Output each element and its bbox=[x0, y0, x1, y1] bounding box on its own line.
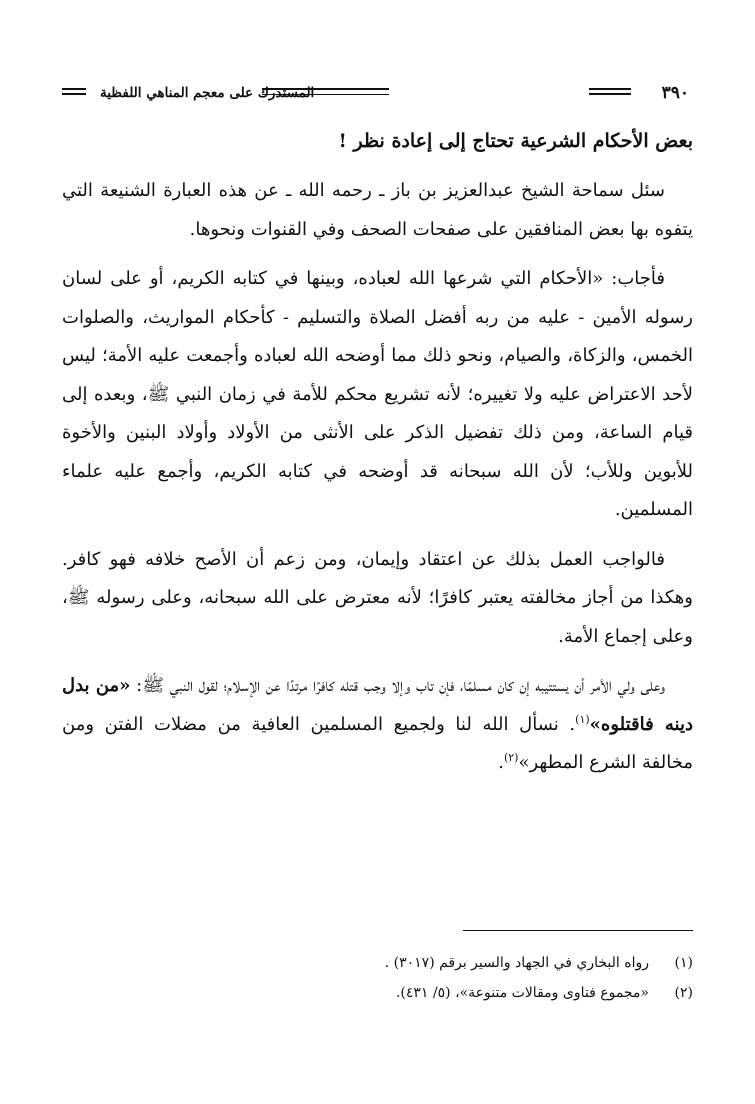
running-title: المستدرك على معجم المناهي اللفظية bbox=[100, 85, 315, 101]
body-text bbox=[62, 172, 693, 794]
footnote-number: (١) bbox=[674, 955, 693, 971]
paragraph-text: وعلى ولي الأمر أن يستتيبه إن كان مسلمًا، فإن تاب وإلا وجب قتله كافرًا مرتدًا عن الإسلام؛ لقول النبي ﷺ: bbox=[130, 675, 665, 696]
footnotes bbox=[62, 948, 693, 1008]
paragraph-text: . bbox=[498, 752, 504, 773]
header-rule-left bbox=[62, 88, 86, 95]
footnote bbox=[62, 948, 693, 978]
page-header bbox=[62, 82, 689, 104]
hadith-quote: «من بدل دينه فاقتلوه» bbox=[62, 675, 693, 735]
footnote-text: رواه البخاري في الجهاد والسير برقم (٣٠١٧) . bbox=[384, 955, 649, 971]
paragraph: سئل سماحة الشيخ عبدالعزيز بن باز ـ رحمه الله ـ عن هذه العبارة الشنيعة التي يتفوه بها بعض المنافقين على صفحات الصحف وفي القنوات ونحوها. bbox=[62, 180, 693, 240]
paragraph-text: . نسأل الله لنا ولجميع المسلمين العافية من مضلات الفتن ومن مخالفة الشرع المطهر» bbox=[62, 713, 693, 773]
paragraph bbox=[62, 667, 693, 783]
paragraph: فأجاب: «الأحكام التي شرعها الله لعباده، وبينها في كتابه الكريم، أو على لسان رسوله الأمين - عليه من ربه أفضل الصلاة والتسليم - كأحكام المواريث، والصلوات الخمس، والزكاة، والصيام، ونحو ذلك مما أوضحه الله لعباده وأجمعت عليه الأمة؛ ليس لأحد الاعتراض عليه ولا تغييره؛ لأنه تشريع محكم للأمة في زمان النبي ﷺ، وبعده إلى قيام الساعة، ومن ذلك تفضيل الذكر على الأنثى من الأولاد وأولاد البنين والأخوة للأبوين وللأب؛ لأن الله سبحانه قد أوضحه في كتابه الكريم، وأجمع عليه علماء المسلمين. bbox=[62, 268, 693, 520]
footnote-ref-1[interactable]: (١) bbox=[575, 712, 590, 726]
page-number: ٣٩٠ bbox=[661, 83, 689, 103]
paragraph: فالواجب العمل بذلك عن اعتقاد وإيمان، ومن زعم أن الأصح خلافه فهو كافر. وهكذا من أجاز مخالفته يعتبر كافرًا؛ لأنه معترض على الله سبحانه، وعلى رسوله ﷺ، وعلى إجماع الأمة. bbox=[62, 548, 693, 647]
footnote-divider bbox=[463, 930, 693, 931]
footnote bbox=[62, 978, 693, 1008]
section-headline: بعض الأحكام الشرعية تحتاج إلى إعادة نظر ! bbox=[338, 130, 693, 152]
footnote-number: (٢) bbox=[674, 985, 693, 1001]
header-rule-right bbox=[589, 88, 631, 95]
footnote-ref-2[interactable]: (٢) bbox=[503, 751, 519, 764]
footnote-text: «مجموع فتاوى ومقالات متنوعة»، (٥/ ٤٣١). bbox=[395, 985, 649, 1001]
